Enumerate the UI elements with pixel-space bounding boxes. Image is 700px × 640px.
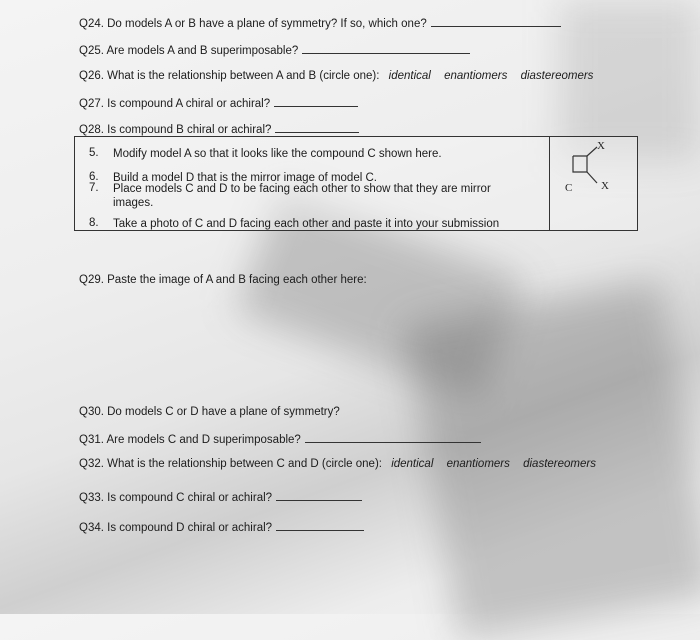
- substituent-x-bottom: X: [601, 180, 609, 192]
- question-q24: Q24. Do models A or B have a plane of symmetry? If so, which one?: [79, 18, 561, 30]
- answer-blank[interactable]: [276, 529, 364, 531]
- box-divider: [549, 137, 550, 230]
- instruction-item: 7. Place models C and D to be facing each other to show that they are mirror images.: [89, 182, 491, 209]
- question-q34: Q34. Is compound D chiral or achiral?: [79, 522, 364, 534]
- option-enantiomers[interactable]: enantiomers: [444, 70, 508, 82]
- answer-blank[interactable]: [305, 441, 481, 443]
- instruction-box: [74, 136, 638, 231]
- question-q29: Q29. Paste the image of A and B facing each other here:: [79, 274, 367, 286]
- option-diastereomers[interactable]: diastereomers: [523, 458, 596, 470]
- question-q32: Q32. What is the relationship between C and D (circle one): identical enantiomers diastereomers: [79, 458, 596, 470]
- instruction-item: 6. Build a model D that is the mirror image of model C.: [89, 171, 377, 184]
- question-q31: Q31. Are models C and D superimposable?: [79, 434, 481, 446]
- compound-label-c: C: [565, 182, 573, 194]
- bond-line: [587, 172, 597, 183]
- instruction-item: 5. Modify model A so that it looks like the compound C shown here.: [89, 147, 442, 160]
- question-q30: Q30. Do models C or D have a plane of symmetry?: [79, 406, 340, 418]
- option-diastereomers[interactable]: diastereomers: [520, 70, 594, 82]
- substituent-x-top: X: [597, 140, 605, 152]
- answer-blank[interactable]: [274, 105, 358, 107]
- question-q27: Q27. Is compound A chiral or achiral?: [79, 98, 358, 110]
- answer-blank[interactable]: [302, 52, 470, 54]
- bond-line: [587, 147, 597, 156]
- question-q33: Q33. Is compound C chiral or achiral?: [79, 492, 362, 504]
- circle-options: [391, 458, 596, 470]
- question-q25: Q25. Are models A and B superimposable?: [79, 45, 470, 57]
- cyclobutane-ring: [573, 156, 587, 172]
- compound-c-structure: [551, 139, 637, 227]
- option-enantiomers[interactable]: enantiomers: [446, 458, 510, 470]
- instruction-item: 8. Take a photo of C and D facing each other and paste it into your submission: [89, 217, 500, 230]
- option-identical[interactable]: identical: [391, 458, 434, 470]
- answer-blank[interactable]: [276, 499, 362, 501]
- question-q26: Q26. What is the relationship between A and B (circle one): identical enantiomers diastereomers: [79, 70, 594, 82]
- circle-options: [389, 70, 594, 82]
- answer-blank[interactable]: [431, 25, 561, 27]
- option-identical[interactable]: identical: [388, 70, 431, 82]
- answer-blank[interactable]: [275, 131, 359, 133]
- question-q28: Q28. Is compound B chiral or achiral?: [79, 124, 359, 136]
